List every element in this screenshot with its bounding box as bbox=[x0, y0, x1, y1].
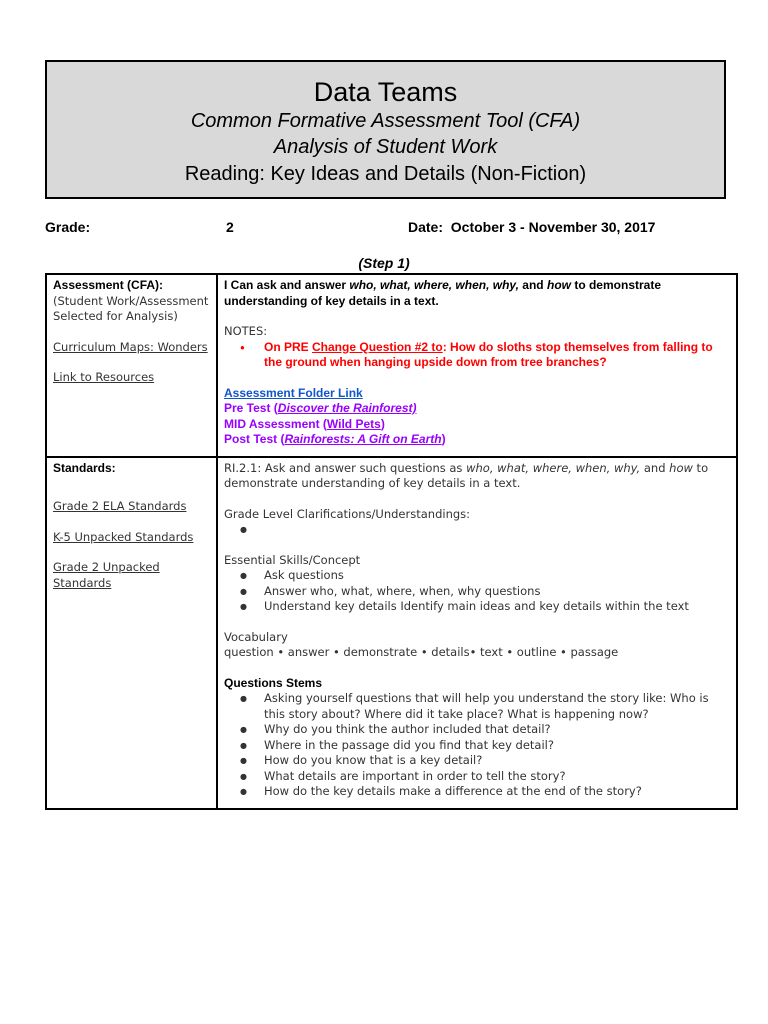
ri-standard-text: RI.2.1: Ask and answer such questions as who, what, where, when, why, and how to demonstrate understanding of key details in a text. bbox=[224, 460, 709, 490]
essential-skills-label: Essential Skills/Concept bbox=[224, 552, 361, 567]
date-label: Date: bbox=[408, 219, 444, 235]
document-subtitle-analysis: Analysis of Student Work bbox=[273, 136, 498, 158]
cfa-table bbox=[45, 273, 738, 810]
document-header bbox=[45, 60, 726, 199]
grade-value: 2 bbox=[226, 219, 234, 235]
list-item: ● What details are important in order to tell the story? bbox=[264, 769, 730, 785]
mid-assessment-line: MID Assessment (Wild Pets) bbox=[224, 416, 385, 431]
grade2-ela-standards-link[interactable]: Grade 2 ELA Standards bbox=[53, 499, 187, 513]
essential-skills-list bbox=[224, 568, 730, 615]
list-item: ● Why do you think the author included that detail? bbox=[264, 722, 730, 738]
question-stems-label: Questions Stems bbox=[224, 675, 323, 690]
assessment-label: Assessment (CFA): bbox=[53, 278, 164, 292]
list-item: ● How do the key details make a difference at the end of the story? bbox=[264, 784, 730, 800]
post-test-link[interactable]: Rainforests: A Gift on Earth bbox=[284, 432, 442, 446]
resources-link[interactable]: Link to Resources bbox=[53, 370, 155, 384]
vocabulary-text: question • answer • demonstrate • details• text • outline • passage bbox=[224, 645, 619, 659]
note-item: ● On PRE Change Question #2 to: How do sloths stop themselves from falling to the ground when hanging upside down from tree branches? bbox=[264, 340, 730, 371]
vocabulary-label: Vocabulary bbox=[224, 629, 288, 644]
post-test-line: Post Test (Rainforests: A Gift on Earth) bbox=[224, 432, 446, 446]
list-item: ● Where in the passage did you find that key detail? bbox=[264, 738, 730, 754]
question-stems-list bbox=[224, 691, 730, 800]
list-item: ● Understand key details Identify main ideas and key details within the text bbox=[264, 599, 730, 615]
grade-label: Grade: bbox=[45, 219, 91, 235]
standards-left-cell bbox=[46, 457, 217, 809]
grade2-unpacked-standards-link[interactable]: Grade 2 Unpacked Standards bbox=[53, 560, 160, 590]
standards-label: Standards: bbox=[53, 460, 116, 475]
list-item: ● How do you know that is a key detail? bbox=[264, 753, 730, 769]
document-title: Data Teams bbox=[313, 77, 458, 107]
assessment-left-cell bbox=[46, 274, 217, 457]
pre-test-link[interactable]: Discover the Rainforest) bbox=[277, 401, 417, 415]
date-value: October 3 - November 30, 2017 bbox=[450, 219, 656, 235]
k5-unpacked-standards-link[interactable]: K-5 Unpacked Standards bbox=[53, 529, 194, 544]
step-label: (Step 1) bbox=[358, 255, 410, 271]
notes-label: NOTES: bbox=[224, 324, 268, 338]
assessment-right-cell bbox=[217, 274, 737, 457]
clarifications-list bbox=[224, 522, 730, 538]
list-item: ● Asking yourself questions that will help you understand the story like: Who is this story about? Where did it take place? What is happening now? bbox=[264, 691, 730, 722]
notes-list bbox=[224, 340, 730, 371]
assessment-sublabel: (Student Work/Assessment Selected for Analysis) bbox=[53, 293, 209, 323]
list-item bbox=[264, 522, 730, 538]
pre-test-line: Pre Test (Discover the Rainforest) bbox=[224, 401, 417, 415]
assessment-folder-link[interactable]: Assessment Folder Link bbox=[224, 385, 363, 400]
list-item: ● Answer who, what, where, when, why questions bbox=[264, 584, 730, 600]
standards-row bbox=[46, 457, 737, 809]
document-subtitle-reading: Reading: Key Ideas and Details (Non-Fiction) bbox=[184, 163, 587, 185]
date-field bbox=[408, 219, 655, 235]
i-can-statement: I Can ask and answer who, what, where, when, why, and how to demonstrate understanding of key details in a text. bbox=[224, 278, 661, 308]
document-subtitle-cfa: Common Formative Assessment Tool (CFA) bbox=[190, 110, 581, 132]
list-item: ● Ask questions bbox=[264, 568, 730, 584]
assessment-row bbox=[46, 274, 737, 457]
mid-assessment-link[interactable]: Wild Pets bbox=[326, 416, 381, 431]
curriculum-maps-link[interactable]: Curriculum Maps: Wonders bbox=[53, 339, 208, 354]
standards-right-cell bbox=[217, 457, 737, 809]
clarifications-label: Grade Level Clarifications/Understandings: bbox=[224, 506, 471, 521]
